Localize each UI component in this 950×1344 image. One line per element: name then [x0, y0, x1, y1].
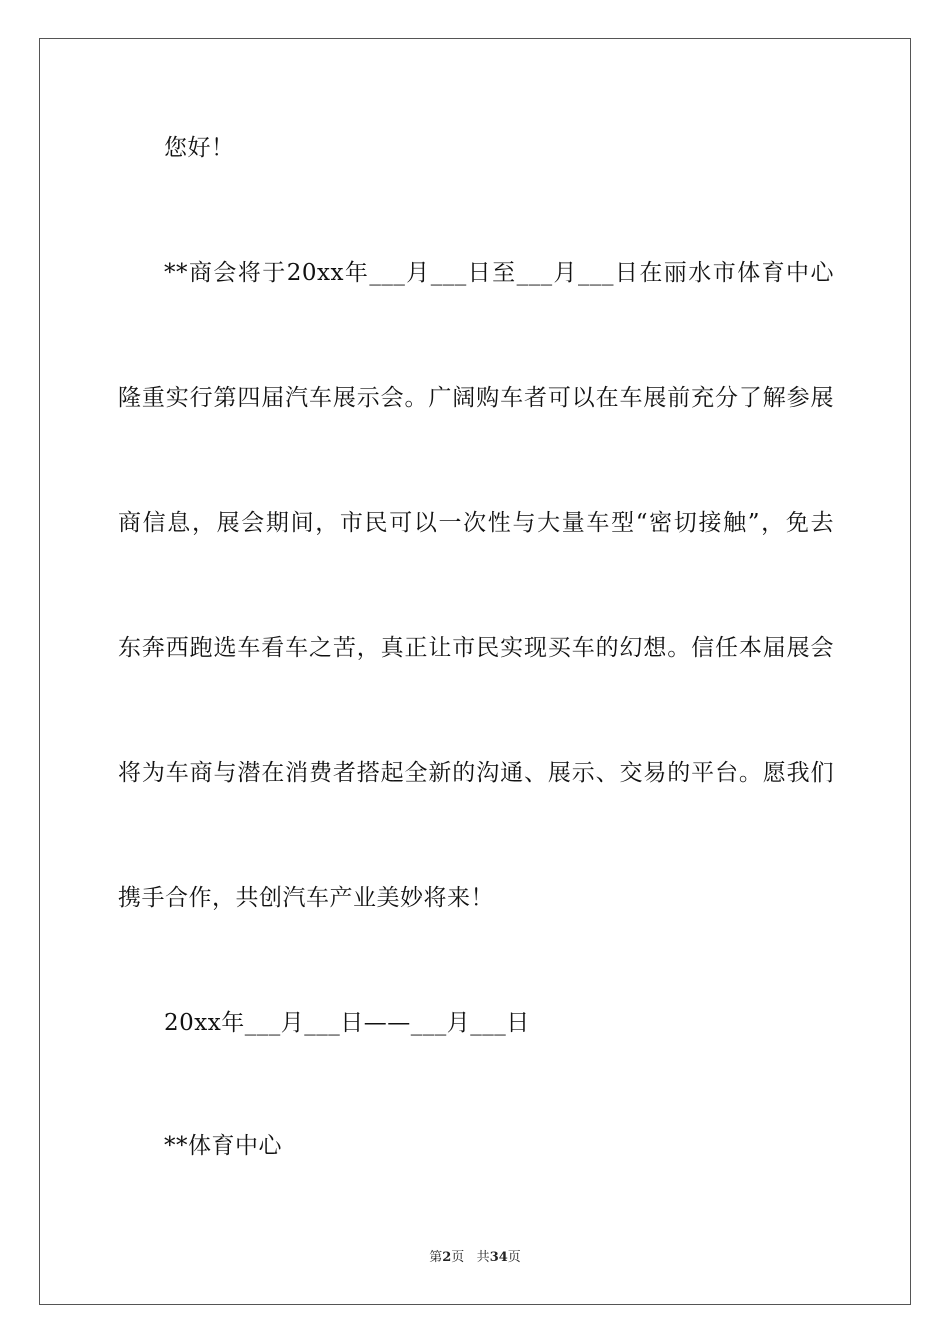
- footer-total-prefix: 共: [476, 1250, 490, 1265]
- body-line-1: **商会将于20xx年___月___日至___月___日在丽水市体育中心: [164, 260, 834, 286]
- body-line-4: 东奔西跑选车看车之苦，真正让市民实现买车的幻想。信任本届展会: [118, 635, 834, 661]
- body-line-6: 携手合作，共创汽车产业美妙将来！: [118, 885, 494, 911]
- signature: **体育中心: [164, 1133, 282, 1159]
- body-line-2: 隆重实行第四届汽车展示会。广阔购车者可以在车展前充分了解参展: [118, 385, 834, 411]
- footer-page-prefix: 第: [429, 1250, 443, 1265]
- greeting: 您好！: [164, 135, 235, 161]
- body-line-3: 商信息，展会期间，市民可以一次性与大量车型“密切接触”，免去: [118, 510, 834, 536]
- footer-total-pages: 34: [489, 1250, 508, 1265]
- page-frame: [39, 38, 911, 1305]
- footer-total-suffix: 页: [507, 1250, 521, 1265]
- date-line: 20xx年___月___日——___月___日: [164, 1010, 530, 1036]
- footer-page-number: 2: [442, 1250, 452, 1265]
- footer-page-suffix: 页: [451, 1250, 465, 1265]
- body-line-5: 将为车商与潜在消费者搭起全新的沟通、展示、交易的平台。愿我们: [118, 760, 834, 786]
- page-footer: [0, 1246, 950, 1265]
